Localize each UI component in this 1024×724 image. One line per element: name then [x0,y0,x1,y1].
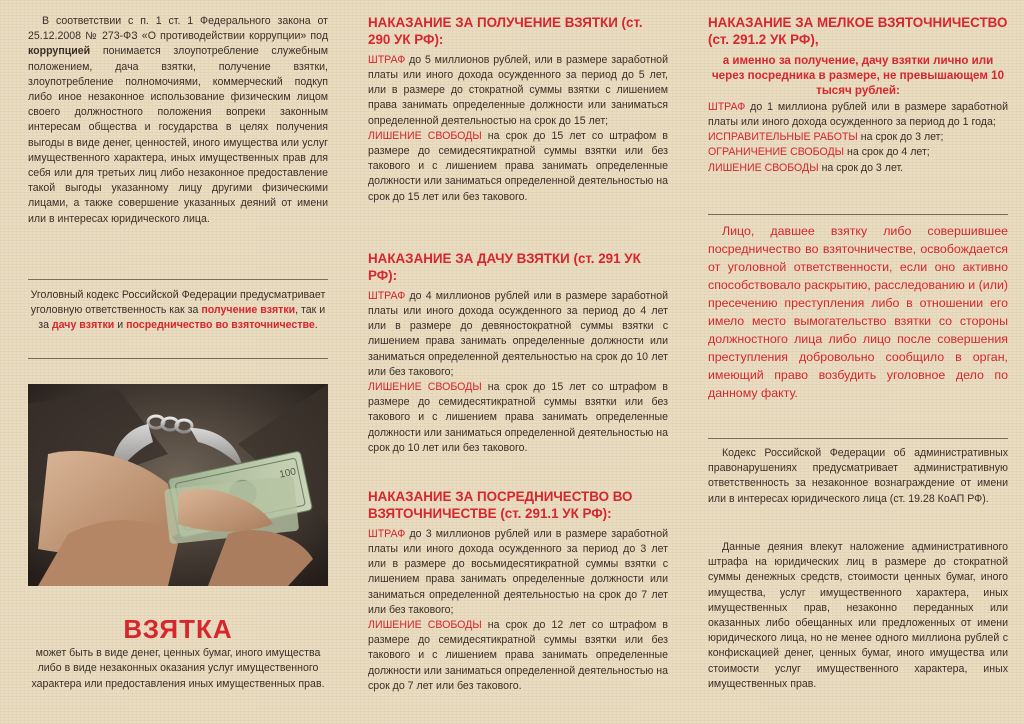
penalty-text: до 4 миллионов рублей или в размере заработной платы или иного дохода осужденного за период до 4 лет или в размере до девяностократной суммы взятки с лишением права занимать определенные должности или заниматься определенной деятельностью на срок до 10 лет или без такового; [368,289,668,378]
penalty-label: ЛИШЕНИЕ СВОБОДЫ [368,381,482,394]
intro-bold-term: коррупцией [28,45,91,58]
penalty-label: ШТРАФ [708,100,746,113]
penalty-text: на срок до 3 лет; [857,131,944,144]
penalty-label: ЛИШЕНИЕ СВОБОДЫ [368,129,482,142]
right-column [708,0,1008,724]
section-petty-bribery [708,14,1008,176]
penalty-item [368,618,668,694]
penalty-label: ШТРАФ [368,289,406,302]
penalty-label: ШТРАФ [368,527,406,540]
penalty-text: на срок до 4 лет; [844,146,930,159]
middle-column [368,0,668,724]
intro-paragraph [28,14,328,227]
penalty-item [708,130,1008,145]
penalty-item [368,53,668,129]
divider-bottom [28,358,328,359]
section-receiving-bribe [368,14,668,205]
intro-text-start: В соответствии с п. 1 ст. 1 Федерального закона от 25.12.2008 № 273-ФЗ «О противодействии коррупции» под [28,15,328,43]
admin-fine-paragraph: Данные деяния влекут наложение административного штрафа на юридических лиц в размере до стократной суммы денежных средств, стоимости ценных бумаг, иного имущества, услуг имущественного характера, иных имущественных прав, незаконно переданных или оказанных либо обещанных или предложенных от имени юридического лица, но не менее одного миллиона рублей с конфискацией денег, ценных бумаг, иного имущества или стоимости услуг имущественного характера, иных имущественных прав. [708,541,1008,690]
section-title: НАКАЗАНИЕ ЗА МЕЛКОЕ ВЗЯТОЧНИЧЕСТВО (ст. 291.2 УК РФ), [708,15,1008,48]
term-mediation: посредничество во взяточничестве [126,319,315,332]
criminal-code-block [28,288,328,334]
penalty-text: на срок до 3 лет. [818,161,904,174]
section-title: НАКАЗАНИЕ ЗА ПОЛУЧЕНИЕ ВЗЯТКИ (ст. 290 УК РФ): [368,15,643,48]
section-title: НАКАЗАНИЕ ЗА ПОСРЕДНИЧЕСТВО ВО ВЗЯТОЧНИЧЕСТВЕ (ст. 291.1 УК РФ): [368,489,633,522]
section-subtitle: а именно за получение, дачу взятки лично или через посредника в размере, не превышающем 10 тысяч рублей: [711,53,1005,97]
svg-text:100: 100 [278,466,298,481]
criminal-code-sep1: , так и за [38,304,326,332]
term-giving-bribe: дачу взятки [51,319,115,332]
criminal-code-end: . [314,319,318,332]
penalty-text: на срок до 12 лет со штрафом в размере до семидесятикратной суммы взятки или без такового и с лишением права занимать определенные должности или заниматься определенной деятельностью на срок до 7 лет или без такового. [368,619,668,692]
section-mediation [368,488,668,694]
penalty-item [708,145,1008,160]
penalty-label: ИСПРАВИТЕЛЬНЫЕ РАБОТЫ [708,131,858,144]
intro-text-rest: понимается злоупотребление служебным положением, дача взятки, получение взятки, злоупотребление полномочиями, коммерческий подкуп либо иное незаконное использование физическим лицом своего должностного положения вопреки законным интересам общества и государства в целях получения выгоды в виде денег, ценностей, иного имущества или услуг имущественного характера, иных имущественных прав для себя или для третьих лиц либо незаконное предоставление такой выгоды указанному лицу другими физическими лицами, а также совершение указанных деяний от имени или в интересах юридического лица. [28,45,328,225]
section-giving-bribe [368,250,668,456]
penalty-text: до 5 миллионов рублей, или в размере заработной платы или иного дохода осужденного за период до 5 лет, или в размере до стократной суммы взятки с лишением права занимать определенные должности или заниматься определенной деятельностью на срок до 15 лет; [368,53,668,127]
penalty-label: ОГРАНИЧЕНИЕ СВОБОДЫ [708,146,845,159]
penalty-item [368,129,668,205]
divider-bottom [708,438,1008,439]
penalty-item [708,100,1008,130]
divider-top [28,279,328,280]
left-column [28,0,328,724]
section-title: НАКАЗАНИЕ ЗА ДАЧУ ВЗЯТКИ (ст. 291 УК РФ): [368,251,641,284]
penalty-text: до 1 миллиона рублей или в размере заработной платы или иного дохода осужденного за период до 1 года; [708,100,1008,129]
penalty-label: ЛИШЕНИЕ СВОБОДЫ [708,161,819,174]
divider-top [708,214,1008,215]
penalty-label: ЛИШЕНИЕ СВОБОДЫ [368,619,482,632]
criminal-code-sep2: и [114,319,127,332]
penalty-text: на срок до 15 лет со штрафом в размере до семидесятикратной суммы взятки или без такового и с лишением права занимать определенные должности или заниматься определенной деятельностью на срок до 10 лет или без такового. [368,381,668,454]
bribe-description: может быть в виде денег, ценных бумаг, иного имущества либо в виде незаконных оказания услуг имущественного характера или предоставления иных имущественных прав. [31,647,325,690]
criminal-code-text: Уголовный кодекс Российской Федерации предусматривает уголовную ответственность как за [30,289,326,317]
handcuffed-hands-money-photo [28,384,328,586]
penalty-item [708,161,1008,176]
penalty-item [368,527,668,618]
term-receiving-bribe: получение взятки [201,304,296,317]
penalty-item [368,380,668,456]
penalty-item [368,289,668,380]
exemption-note: Лицо, давшее взятку либо совершившее посредничество во взяточничестве, освобождается от уголовной ответственности, если оно активно способствовало раскрытию, расследованию и (или) пресечению преступления либо в отношении его имело место вымогательство взятки со стороны должностного лица либо лицо после совершения преступления добровольно сообщило в орган, имеющий право возбудить уголовное дело по данному факту. [708,224,1008,400]
bribe-heading: ВЗЯТКА [123,614,233,644]
penalty-text: до 3 миллионов рублей или в размере заработной платы или иного дохода осужденного за период до 3 лет или в размере до восьмидесятикратной суммы взятки с лишением права занимать определенные должности или заниматься определенной деятельностью на срок до 7 лет или без такового; [368,527,668,616]
penalty-text: на срок до 15 лет со штрафом в размере до семидесятикратной суммы взятки или без такового и с лишением права занимать определенные должности или заниматься определенной деятельностью на срок до 15 лет или без такового. [368,129,668,203]
admin-code-paragraph: Кодекс Российской Федерации об административных правонарушениях предусматривает административную ответственность за незаконное вознаграждение от имени или в интересах юридического лица (ст. 19.28 КоАП РФ). [708,447,1008,505]
penalty-label: ШТРАФ [368,53,406,66]
